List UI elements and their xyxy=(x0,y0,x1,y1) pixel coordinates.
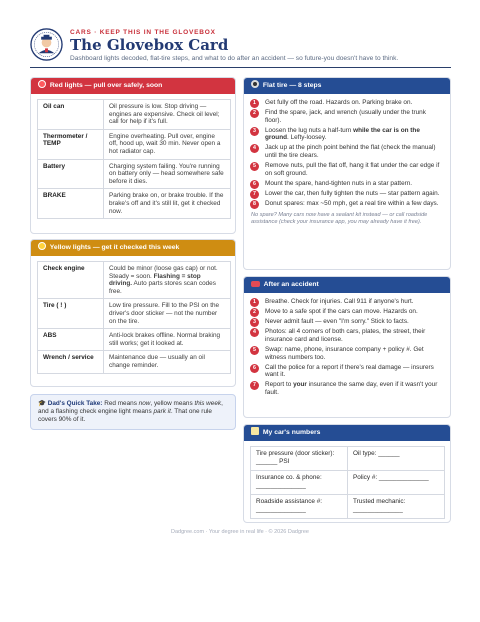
table-row xyxy=(251,471,445,495)
fill-in-field[interactable]: Roadside assistance #: ______________ xyxy=(251,495,348,519)
accident-steps xyxy=(244,293,450,397)
light-desc: Anti-lock brakes offline. Normal braking still works; get it looked at. xyxy=(104,329,231,351)
light-term: Check engine xyxy=(38,262,104,299)
light-desc: Charging system failing. You're running on battery only — head somewhere safe before it dies. xyxy=(104,159,231,189)
fill-in-field[interactable]: Oil type: ______ xyxy=(348,447,445,471)
car-icon xyxy=(251,281,260,287)
light-term: ABS xyxy=(38,329,104,351)
table-row xyxy=(38,129,231,159)
yellow-lights-table xyxy=(37,261,231,374)
list-item: 6 Mount the spare, hand-tighten nuts in a star pattern. xyxy=(250,180,443,188)
accident-card xyxy=(243,276,451,418)
yellow-lights-card xyxy=(30,239,236,387)
table-row xyxy=(38,299,231,329)
list-item: 6 Call the police for a report if there's real damage — insurers want it. xyxy=(250,364,443,379)
red-lights-heading: Red lights — pull over safely, soon xyxy=(31,78,235,94)
table-row xyxy=(251,447,445,471)
list-item: 4 Photos: all 4 corners of both cars, plates, the street, their insurance card and license. xyxy=(250,328,443,343)
table-row xyxy=(38,262,231,299)
my-car-numbers-heading: My car's numbers xyxy=(244,425,450,441)
table-row xyxy=(38,159,231,189)
list-item: 2 Find the spare, jack, and wrench (usually under the trunk floor). xyxy=(250,109,443,124)
list-item: 8 Donut spares: max ~50 mph, get a real tire within a few days. xyxy=(250,200,443,208)
table-row xyxy=(38,100,231,130)
list-item: 5 Remove nuts, pull the flat off, hang it flat under the car edge if on soft ground. xyxy=(250,162,443,177)
fill-in-field[interactable]: Policy #: ______________ xyxy=(348,471,445,495)
accident-heading: After an accident xyxy=(244,277,450,293)
flat-tire-card xyxy=(243,77,451,270)
flat-tire-steps xyxy=(244,94,450,208)
red-lights-table xyxy=(37,99,231,219)
list-item: 7 Lower the car, then fully tighten the nuts — star pattern again. xyxy=(250,190,443,198)
list-item: 1 Breathe. Check for injuries. Call 911 if anyone's hurt. xyxy=(250,298,443,306)
my-car-numbers-table xyxy=(250,446,445,519)
light-desc: Could be minor (loose gas cap) or not. Steady = soon. Flashing = stop driving. Auto parts stores scan codes free. xyxy=(104,262,231,299)
notepad-icon xyxy=(251,427,259,435)
light-term: BRAKE xyxy=(38,189,104,219)
eyebrow-label: CARS · KEEP THIS IN THE GLOVEBOX xyxy=(70,29,216,36)
list-item: 4 Jack up at the pinch point behind the flat (check the manual) until the tire clears. xyxy=(250,144,443,159)
table-row xyxy=(38,351,231,373)
light-term: Oil can xyxy=(38,100,104,130)
yellow-circle-icon xyxy=(38,242,46,250)
tire-icon xyxy=(251,80,259,88)
list-item: 5 Swap: name, phone, insurance company + policy #. Get witness numbers too. xyxy=(250,346,443,361)
list-item: 2 Move to a safe spot if the cars can move. Hazards on. xyxy=(250,308,443,316)
dadgree-seal-logo xyxy=(30,28,63,61)
list-item: 7 Report to your insurance the same day, even if it wasn't your fault. xyxy=(250,381,443,396)
light-term: Tire ( ! ) xyxy=(38,299,104,329)
no-spare-note: No spare? Many cars now have a sealant kit instead — or call roadside assistance (check your insurance app, you may already have it free). xyxy=(251,212,428,225)
page-footer: Dadgree.com · Your degree in real life · © 2026 Dadgree xyxy=(171,529,309,535)
list-item: 1 Get fully off the road. Hazards on. Parking brake on. xyxy=(250,99,443,107)
light-desc: Engine overheating. Pull over, engine off, hood up, wait 30 min. Never open a hot radiator cap. xyxy=(104,129,231,159)
fill-in-field[interactable]: Insurance co. & phone: ______________ xyxy=(251,471,348,495)
page-title: The Glovebox Card xyxy=(70,36,229,54)
table-row xyxy=(251,495,445,519)
light-desc: Parking brake on, or brake trouble. If the brake's off and it's still lit, get it checked now. xyxy=(104,189,231,219)
page-subtitle: Dashboard lights decoded, flat-tire steps, and what to do after an accident — so future-you doesn't have to think. xyxy=(70,55,399,62)
quick-take-callout: 🎓 Dad's Quick Take: Red means now, yellow means this week, and a flashing check engine light means park it. That one rule covers 90% of it. xyxy=(30,394,236,430)
page-header xyxy=(30,28,451,68)
list-item: 3 Never admit fault — even "I'm sorry." Stick to facts. xyxy=(250,318,443,326)
flat-tire-heading: Flat tire — 8 steps xyxy=(244,78,450,94)
red-lights-card xyxy=(30,77,236,234)
table-row xyxy=(38,329,231,351)
light-term: Wrench / service xyxy=(38,351,104,373)
list-item: 3 Loosen the lug nuts a half-turn while the car is on the ground. Lefty-loosey. xyxy=(250,127,443,142)
fill-in-field[interactable]: Trusted mechanic: ______________ xyxy=(348,495,445,519)
table-row xyxy=(38,189,231,219)
yellow-lights-heading: Yellow lights — get it checked this week xyxy=(31,240,235,256)
light-term: Battery xyxy=(38,159,104,189)
light-desc: Oil pressure is low. Stop driving — engines are expensive. Check oil level; call for help if it's full. xyxy=(104,100,231,130)
light-desc: Low tire pressure. Fill to the PSI on the driver's door sticker — not the number on the tire. xyxy=(104,299,231,329)
red-circle-icon xyxy=(38,80,46,88)
light-desc: Maintenance due — usually an oil change reminder. xyxy=(104,351,231,373)
my-car-numbers-card xyxy=(243,424,451,523)
fill-in-field[interactable]: Tire pressure (door sticker): ______ PSI xyxy=(251,447,348,471)
light-term: Thermometer / TEMP xyxy=(38,129,104,159)
graduation-cap-icon: 🎓 xyxy=(38,400,46,407)
